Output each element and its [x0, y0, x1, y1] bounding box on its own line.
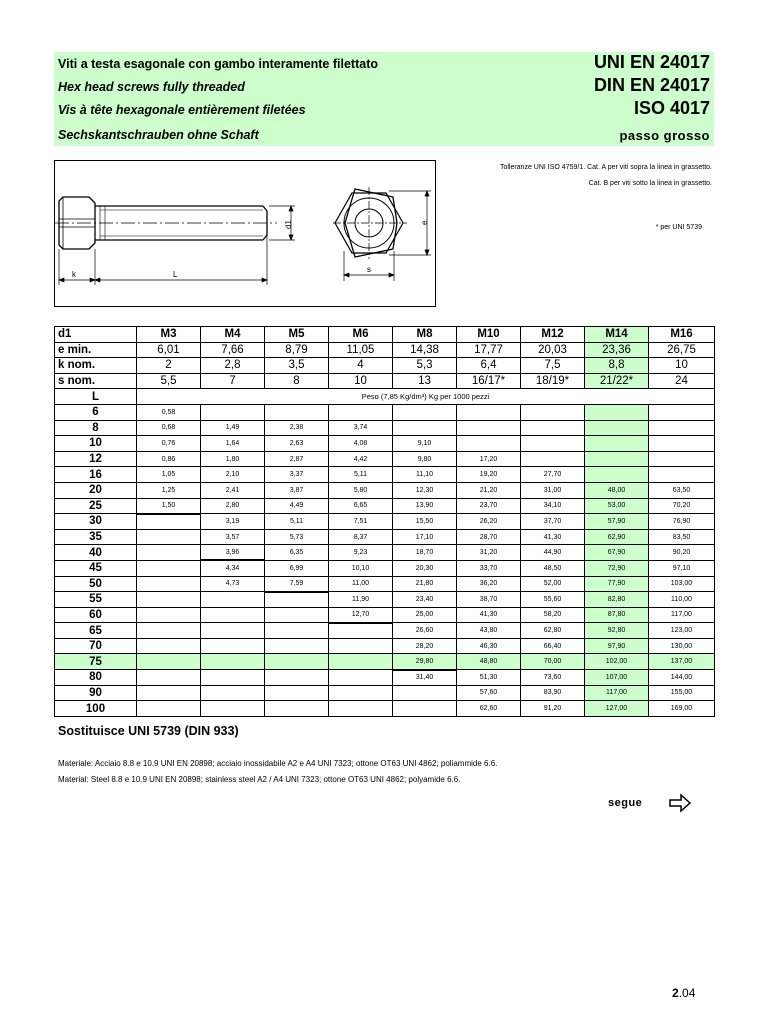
weight-cell: 77,90 [585, 576, 649, 592]
table-cell: M16 [649, 327, 715, 343]
weight-cell: 0,86 [137, 451, 201, 467]
weight-cell [585, 404, 649, 420]
table-cell: 7,66 [201, 342, 265, 358]
weight-cell: 92,80 [585, 623, 649, 639]
table-cell: 5,5 [137, 373, 201, 389]
table-row [55, 654, 715, 670]
table-cell: 13 [393, 373, 457, 389]
weight-cell: 46,30 [457, 638, 521, 654]
length-value: 65 [55, 623, 137, 639]
weight-cell [521, 436, 585, 452]
weight-cell: 82,80 [585, 592, 649, 608]
table-row [55, 467, 715, 483]
weight-cell: 70,20 [649, 498, 715, 514]
length-value: 45 [55, 560, 137, 576]
weight-cell [457, 436, 521, 452]
weight-cell [393, 420, 457, 436]
weight-cell [137, 607, 201, 623]
weight-cell [201, 592, 265, 608]
weight-cell: 63,50 [649, 482, 715, 498]
weight-cell [201, 701, 265, 717]
weight-cell [649, 451, 715, 467]
table-cell: 2 [137, 358, 201, 374]
table-row [55, 529, 715, 545]
table-row [55, 514, 715, 530]
length-value: 90 [55, 685, 137, 701]
weight-cell: 17,10 [393, 529, 457, 545]
table-cell: M6 [329, 327, 393, 343]
weight-cell: 55,60 [521, 592, 585, 608]
length-value: 75 [55, 654, 137, 670]
weight-cell: 6,99 [265, 560, 329, 576]
weight-cell: 87,80 [585, 607, 649, 623]
weight-cell: 27,70 [521, 467, 585, 483]
weight-cell [329, 404, 393, 420]
weight-cell [649, 420, 715, 436]
table-row [55, 592, 715, 608]
weight-cell: 1,05 [137, 467, 201, 483]
weight-cell: 5,11 [265, 514, 329, 530]
weight-cell [329, 623, 393, 639]
weight-cell: 3,96 [201, 545, 265, 561]
table-cell: 8,79 [265, 342, 329, 358]
weight-cell: 5,73 [265, 529, 329, 545]
table-cell: 18/19* [521, 373, 585, 389]
weight-cell [265, 685, 329, 701]
weight-cell: 0,76 [137, 436, 201, 452]
weight-cell [137, 701, 201, 717]
continued-label[interactable]: segue [608, 797, 643, 809]
weight-cell [137, 560, 201, 576]
table-row [55, 482, 715, 498]
weight-cell: 23,40 [393, 592, 457, 608]
table-cell: 8,8 [585, 358, 649, 374]
weight-cell: 2,10 [201, 467, 265, 483]
table-cell: M12 [521, 327, 585, 343]
table-row [55, 404, 715, 420]
weight-cell: 18,70 [393, 545, 457, 561]
length-value: 30 [55, 514, 137, 530]
weight-cell [521, 404, 585, 420]
dim-label-e: e [420, 220, 429, 225]
weight-cell [649, 436, 715, 452]
weight-cell: 7,59 [265, 576, 329, 592]
table-row [55, 576, 715, 592]
weight-cell: 0,58 [137, 404, 201, 420]
weight-cell: 37,70 [521, 514, 585, 530]
weight-cell [137, 670, 201, 686]
weight-cell: 36,20 [457, 576, 521, 592]
weight-cell [137, 592, 201, 608]
tolerance-note: Tolleranze UNI ISO 4759/1. Cat. A per viti sopra la linea in grassetto. [499, 164, 712, 171]
weight-cell: 38,70 [457, 592, 521, 608]
weight-cell [329, 670, 393, 686]
document-header [54, 52, 714, 146]
table-row [55, 638, 715, 654]
weight-cell: 57,60 [457, 685, 521, 701]
weight-cell: 2,63 [265, 436, 329, 452]
weight-cell: 41,30 [457, 607, 521, 623]
weight-cell: 1,50 [137, 498, 201, 514]
weight-cell: 62,80 [521, 623, 585, 639]
weight-cell: 83,90 [521, 685, 585, 701]
weight-cell [265, 638, 329, 654]
length-value: 10 [55, 436, 137, 452]
weight-cell [393, 404, 457, 420]
weight-cell: 9,23 [329, 545, 393, 561]
weight-cell: 21,80 [393, 576, 457, 592]
weight-cell: 110,00 [649, 592, 715, 608]
table-cell: 16/17* [457, 373, 521, 389]
weight-cell [137, 514, 201, 530]
weight-cell: 28,20 [393, 638, 457, 654]
table-row [55, 670, 715, 686]
table-row [55, 607, 715, 623]
weight-cell: 3,87 [265, 482, 329, 498]
weight-cell: 57,90 [585, 514, 649, 530]
dim-label-L: L [173, 270, 178, 279]
weight-cell [265, 670, 329, 686]
weight-cell [265, 654, 329, 670]
standard-uni: UNI EN 24017 [593, 52, 710, 72]
weight-cell: 58,20 [521, 607, 585, 623]
replaces-standard: Sostituisce UNI 5739 (DIN 933) [58, 724, 239, 738]
weight-cell: 23,70 [457, 498, 521, 514]
weight-cell [201, 607, 265, 623]
table-row [55, 701, 715, 717]
weight-cell: 107,00 [585, 670, 649, 686]
table-cell: 6,01 [137, 342, 201, 358]
weight-cell: 17,20 [457, 451, 521, 467]
dim-label-s: s [367, 265, 371, 274]
table-cell: M5 [265, 327, 329, 343]
table-cell: 5,3 [393, 358, 457, 374]
length-value: 50 [55, 576, 137, 592]
category-note: Cat. B per viti sotto la linea in grassetto. [588, 180, 712, 187]
table-cell: 10 [329, 373, 393, 389]
weight-cell: 29,80 [393, 654, 457, 670]
length-value: 55 [55, 592, 137, 608]
weight-cell: 8,37 [329, 529, 393, 545]
weight-cell: 155,00 [649, 685, 715, 701]
dim-label-k: k [72, 270, 76, 279]
weight-cell: 62,90 [585, 529, 649, 545]
length-value: 6 [55, 404, 137, 420]
weight-cell: 33,70 [457, 560, 521, 576]
length-value: 35 [55, 529, 137, 545]
table-row [55, 420, 715, 436]
table-row [55, 358, 715, 374]
weight-cell: 1,49 [201, 420, 265, 436]
weight-cell [137, 545, 201, 561]
table-row [55, 451, 715, 467]
weight-cell [585, 467, 649, 483]
length-value: 16 [55, 467, 137, 483]
weight-cell: 41,30 [521, 529, 585, 545]
table-row [55, 560, 715, 576]
weight-cell: 66,40 [521, 638, 585, 654]
weight-cell [393, 701, 457, 717]
weight-cell: 4,73 [201, 576, 265, 592]
weight-cell: 3,37 [265, 467, 329, 483]
dim-label-d1: d1 [284, 220, 293, 229]
table-cell: 4 [329, 358, 393, 374]
weight-cell: 25,00 [393, 607, 457, 623]
weight-cell: 72,90 [585, 560, 649, 576]
weight-cell: 117,00 [649, 607, 715, 623]
weight-cell [585, 451, 649, 467]
weight-cell [585, 436, 649, 452]
weight-cell [585, 420, 649, 436]
table-row [55, 342, 715, 358]
table-cell: 6,4 [457, 358, 521, 374]
weight-cell: 6,35 [265, 545, 329, 561]
weight-cell: 48,80 [457, 654, 521, 670]
weight-cell [137, 623, 201, 639]
weight-cell [265, 607, 329, 623]
technical-drawing [54, 160, 436, 307]
weight-cell [329, 638, 393, 654]
weight-cell [201, 638, 265, 654]
page-number-bold: 2 [672, 986, 679, 1000]
weight-cell: 76,90 [649, 514, 715, 530]
table-cell: M4 [201, 327, 265, 343]
length-value: 25 [55, 498, 137, 514]
table-row [55, 545, 715, 561]
table-cell: 10 [649, 358, 715, 374]
weight-cell [137, 576, 201, 592]
row-label: s nom. [55, 373, 137, 389]
length-value: 80 [55, 670, 137, 686]
weight-cell: 19,20 [457, 467, 521, 483]
table-cell: M14 [585, 327, 649, 343]
arrow-right-icon[interactable] [668, 793, 692, 813]
weight-caption: Peso (7,85 Kg/dm³) Kg per 1000 pezzi [137, 389, 715, 405]
weight-cell: 48,00 [585, 482, 649, 498]
screw-drawing [55, 161, 435, 306]
weight-cell: 102,00 [585, 654, 649, 670]
table-cell: 26,75 [649, 342, 715, 358]
weight-cell [457, 404, 521, 420]
weight-cell: 127,00 [585, 701, 649, 717]
weight-cell: 11,00 [329, 576, 393, 592]
weight-cell: 117,00 [585, 685, 649, 701]
weight-cell: 4,08 [329, 436, 393, 452]
table-cell: M3 [137, 327, 201, 343]
weight-cell: 48,50 [521, 560, 585, 576]
weight-cell: 34,10 [521, 498, 585, 514]
weight-cell [201, 404, 265, 420]
weight-cell: 15,50 [393, 514, 457, 530]
weight-cell [137, 638, 201, 654]
thread-pitch: passo grosso [619, 128, 710, 143]
weight-cell: 144,00 [649, 670, 715, 686]
weight-cell [265, 701, 329, 717]
weight-cell: 169,00 [649, 701, 715, 717]
weight-cell: 26,20 [457, 514, 521, 530]
weight-cell [265, 404, 329, 420]
weight-cell: 2,80 [201, 498, 265, 514]
weight-cell: 10,10 [329, 560, 393, 576]
uni-footnote: * per UNI 5739 [655, 224, 702, 231]
length-value: 100 [55, 701, 137, 717]
table-cell: 17,77 [457, 342, 521, 358]
title-french: Vis à tête hexagonale entièrement filetées [58, 103, 306, 117]
weight-cell: 90,20 [649, 545, 715, 561]
row-label: k nom. [55, 358, 137, 374]
weight-cell: 73,60 [521, 670, 585, 686]
table-row [55, 389, 715, 405]
weight-cell: 6,65 [329, 498, 393, 514]
length-value: 40 [55, 545, 137, 561]
weight-cell [137, 529, 201, 545]
title-english: Hex head screws fully threaded [58, 80, 245, 94]
table-cell: 2,8 [201, 358, 265, 374]
table-cell: 8 [265, 373, 329, 389]
length-value: 70 [55, 638, 137, 654]
material-english: Material: Steel 8.8 e 10.9 UNI EN 20898; stainless steel A2 / A4 UNI 7323; ottone OT63 UNI 4862; polyamide 6.6. [58, 775, 461, 784]
weight-cell [201, 623, 265, 639]
weight-cell: 11,10 [393, 467, 457, 483]
weight-cell: 31,40 [393, 670, 457, 686]
weight-cell [649, 467, 715, 483]
weight-cell: 91,20 [521, 701, 585, 717]
weight-cell [329, 701, 393, 717]
length-value: 12 [55, 451, 137, 467]
weight-cell [649, 404, 715, 420]
length-value: 8 [55, 420, 137, 436]
weight-cell: 103,00 [649, 576, 715, 592]
row-label: e min. [55, 342, 137, 358]
weight-cell [329, 654, 393, 670]
page-number [672, 986, 695, 1000]
weight-cell: 13,90 [393, 498, 457, 514]
weight-cell [393, 685, 457, 701]
weight-cell [201, 685, 265, 701]
weight-cell: 123,00 [649, 623, 715, 639]
weight-cell: 28,70 [457, 529, 521, 545]
weight-cell: 3,19 [201, 514, 265, 530]
weight-cell: 137,00 [649, 654, 715, 670]
weight-cell [265, 592, 329, 608]
weight-cell [201, 670, 265, 686]
weight-cell: 1,80 [201, 451, 265, 467]
table-row [55, 498, 715, 514]
weight-cell: 43,80 [457, 623, 521, 639]
dimensions-table [54, 326, 715, 717]
title-italian: Viti a testa esagonale con gambo interamente filettato [58, 57, 378, 71]
weight-cell: 4,49 [265, 498, 329, 514]
weight-cell: 52,00 [521, 576, 585, 592]
weight-cell: 51,30 [457, 670, 521, 686]
weight-cell [137, 685, 201, 701]
table-cell: 3,5 [265, 358, 329, 374]
weight-cell: 7,51 [329, 514, 393, 530]
weight-cell: 5,11 [329, 467, 393, 483]
weight-cell: 62,60 [457, 701, 521, 717]
weight-cell [521, 451, 585, 467]
weight-cell: 9,80 [393, 451, 457, 467]
table-row [55, 436, 715, 452]
table-cell: 21/22* [585, 373, 649, 389]
weight-cell: 44,90 [521, 545, 585, 561]
standard-din: DIN EN 24017 [593, 75, 710, 95]
table-row [55, 685, 715, 701]
table-row [55, 327, 715, 343]
weight-cell [137, 654, 201, 670]
weight-cell: 1,25 [137, 482, 201, 498]
length-value: 20 [55, 482, 137, 498]
weight-cell: 2,41 [201, 482, 265, 498]
weight-cell [201, 654, 265, 670]
row-label: d1 [55, 327, 137, 343]
weight-cell: 11,90 [329, 592, 393, 608]
weight-cell: 2,38 [265, 420, 329, 436]
weight-cell: 130,00 [649, 638, 715, 654]
weight-cell: 20,30 [393, 560, 457, 576]
weight-cell [329, 685, 393, 701]
weight-cell: 67,90 [585, 545, 649, 561]
table-cell: 14,38 [393, 342, 457, 358]
weight-cell [521, 420, 585, 436]
page-number-rest: .04 [678, 986, 696, 1000]
title-german: Sechskantschrauben ohne Schaft [58, 128, 259, 142]
weight-cell: 12,70 [329, 607, 393, 623]
weight-cell [457, 420, 521, 436]
weight-cell: 31,20 [457, 545, 521, 561]
weight-cell: 12,30 [393, 482, 457, 498]
weight-cell: 5,80 [329, 482, 393, 498]
table-cell: 11,05 [329, 342, 393, 358]
table-cell: 7 [201, 373, 265, 389]
table-row [55, 373, 715, 389]
material-italian: Materiale: Acciaio 8.8 e 10.9 UNI EN 20898; acciaio inossidabile A2 e A4 UNI 7323; ottone OT63 UNI 4862; poliammide 6.6. [58, 759, 498, 768]
weight-cell: 83,50 [649, 529, 715, 545]
weight-cell: 97,90 [585, 638, 649, 654]
weight-cell [265, 623, 329, 639]
table-cell: 24 [649, 373, 715, 389]
table-cell: 20,03 [521, 342, 585, 358]
weight-cell: 4,34 [201, 560, 265, 576]
weight-cell: 26,60 [393, 623, 457, 639]
length-value: 60 [55, 607, 137, 623]
weight-cell: 2,87 [265, 451, 329, 467]
table-row [55, 623, 715, 639]
weight-cell: 9,10 [393, 436, 457, 452]
weight-cell: 3,74 [329, 420, 393, 436]
table-cell: M8 [393, 327, 457, 343]
weight-cell: 3,57 [201, 529, 265, 545]
weight-cell: 1,64 [201, 436, 265, 452]
dimensions-table-body [55, 327, 715, 717]
weight-cell: 70,00 [521, 654, 585, 670]
weight-cell: 4,42 [329, 451, 393, 467]
standard-iso: ISO 4017 [633, 98, 710, 118]
table-cell: M10 [457, 327, 521, 343]
length-header: L [55, 389, 137, 405]
table-cell: 23,36 [585, 342, 649, 358]
weight-cell: 21,20 [457, 482, 521, 498]
weight-cell: 31,00 [521, 482, 585, 498]
weight-cell: 53,00 [585, 498, 649, 514]
table-cell: 7,5 [521, 358, 585, 374]
weight-cell: 97,10 [649, 560, 715, 576]
weight-cell: 0,68 [137, 420, 201, 436]
